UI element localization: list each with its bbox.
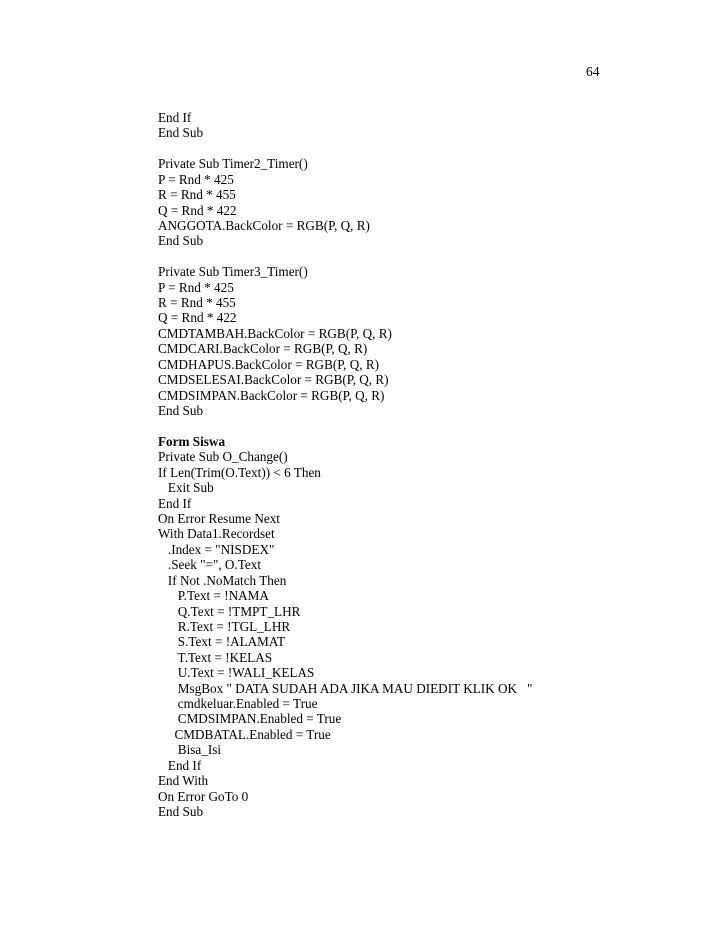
- code-line: MsgBox " DATA SUDAH ADA JIKA MAU DIEDIT KLIK OK ": [158, 680, 533, 696]
- code-line: End Sub: [158, 403, 204, 419]
- code-line: CMDHAPUS.BackColor = RGB(P, Q, R): [158, 356, 380, 372]
- code-line: Private Sub Timer3_Timer(): [158, 264, 308, 280]
- code-line: R = Rnd * 455: [158, 295, 236, 311]
- code-line: Q.Text = !TMPT_LHR: [158, 603, 301, 619]
- code-line: Q = Rnd * 422: [158, 310, 237, 326]
- code-line: End If: [158, 110, 192, 125]
- code-line: End If: [158, 757, 202, 773]
- code-line: CMDSELESAI.BackColor = RGB(P, Q, R): [158, 372, 389, 388]
- code-line: If Not .NoMatch Then: [158, 572, 287, 588]
- code-listing: [158, 110, 678, 819]
- code-line: If Len(Trim(O.Text)) < 6 Then: [158, 464, 321, 480]
- code-line: cmdkeluar.Enabled = True: [158, 696, 318, 712]
- code-line: S.Text = !ALAMAT: [158, 634, 286, 650]
- code-line: End Sub: [158, 233, 204, 249]
- blank-line: [158, 249, 678, 264]
- code-line: End Sub: [158, 803, 204, 819]
- code-line: CMDBATAL.Enabled = True: [158, 726, 331, 742]
- code-line: End With: [158, 773, 209, 789]
- code-line: CMDTAMBAH.BackColor = RGB(P, Q, R): [158, 325, 392, 341]
- code-line: CMDCARI.BackColor = RGB(P, Q, R): [158, 341, 368, 357]
- code-line: End Sub: [158, 125, 204, 141]
- code-line: On Error Resume Next: [158, 510, 280, 526]
- code-line: P = Rnd * 425: [158, 279, 234, 295]
- code-line: On Error GoTo 0: [158, 788, 249, 804]
- blank-line: [158, 418, 678, 433]
- code-line: T.Text = !KELAS: [158, 649, 273, 665]
- code-line: Q = Rnd * 422: [158, 202, 237, 218]
- code-line: U.Text = !WALI_KELAS: [158, 665, 315, 681]
- code-line: Bisa_Isi: [158, 742, 222, 758]
- code-line: Private Sub O_Change(): [158, 449, 288, 465]
- code-line: With Data1.Recordset: [158, 526, 275, 542]
- code-line: R = Rnd * 455: [158, 187, 236, 203]
- code-line: End If: [158, 495, 192, 511]
- code-line: Private Sub Timer2_Timer(): [158, 156, 308, 172]
- code-line: CMDSIMPAN.BackColor = RGB(P, Q, R): [158, 387, 385, 403]
- code-line: CMDSIMPAN.Enabled = True: [158, 711, 342, 727]
- code-line: Exit Sub: [158, 480, 214, 496]
- code-line: P.Text = !NAMA: [158, 588, 269, 604]
- code-line: ANGGOTA.BackColor = RGB(P, Q, R): [158, 217, 370, 233]
- page-number: 64: [586, 64, 600, 79]
- code-line: .Seek "=", O.Text: [158, 557, 261, 573]
- code-line: .Index = "NISDEX": [158, 541, 275, 557]
- blank-line: [158, 141, 678, 156]
- section-heading: Form Siswa: [158, 433, 226, 449]
- code-line: R.Text = !TGL_LHR: [158, 618, 291, 634]
- code-line: P = Rnd * 425: [158, 171, 234, 187]
